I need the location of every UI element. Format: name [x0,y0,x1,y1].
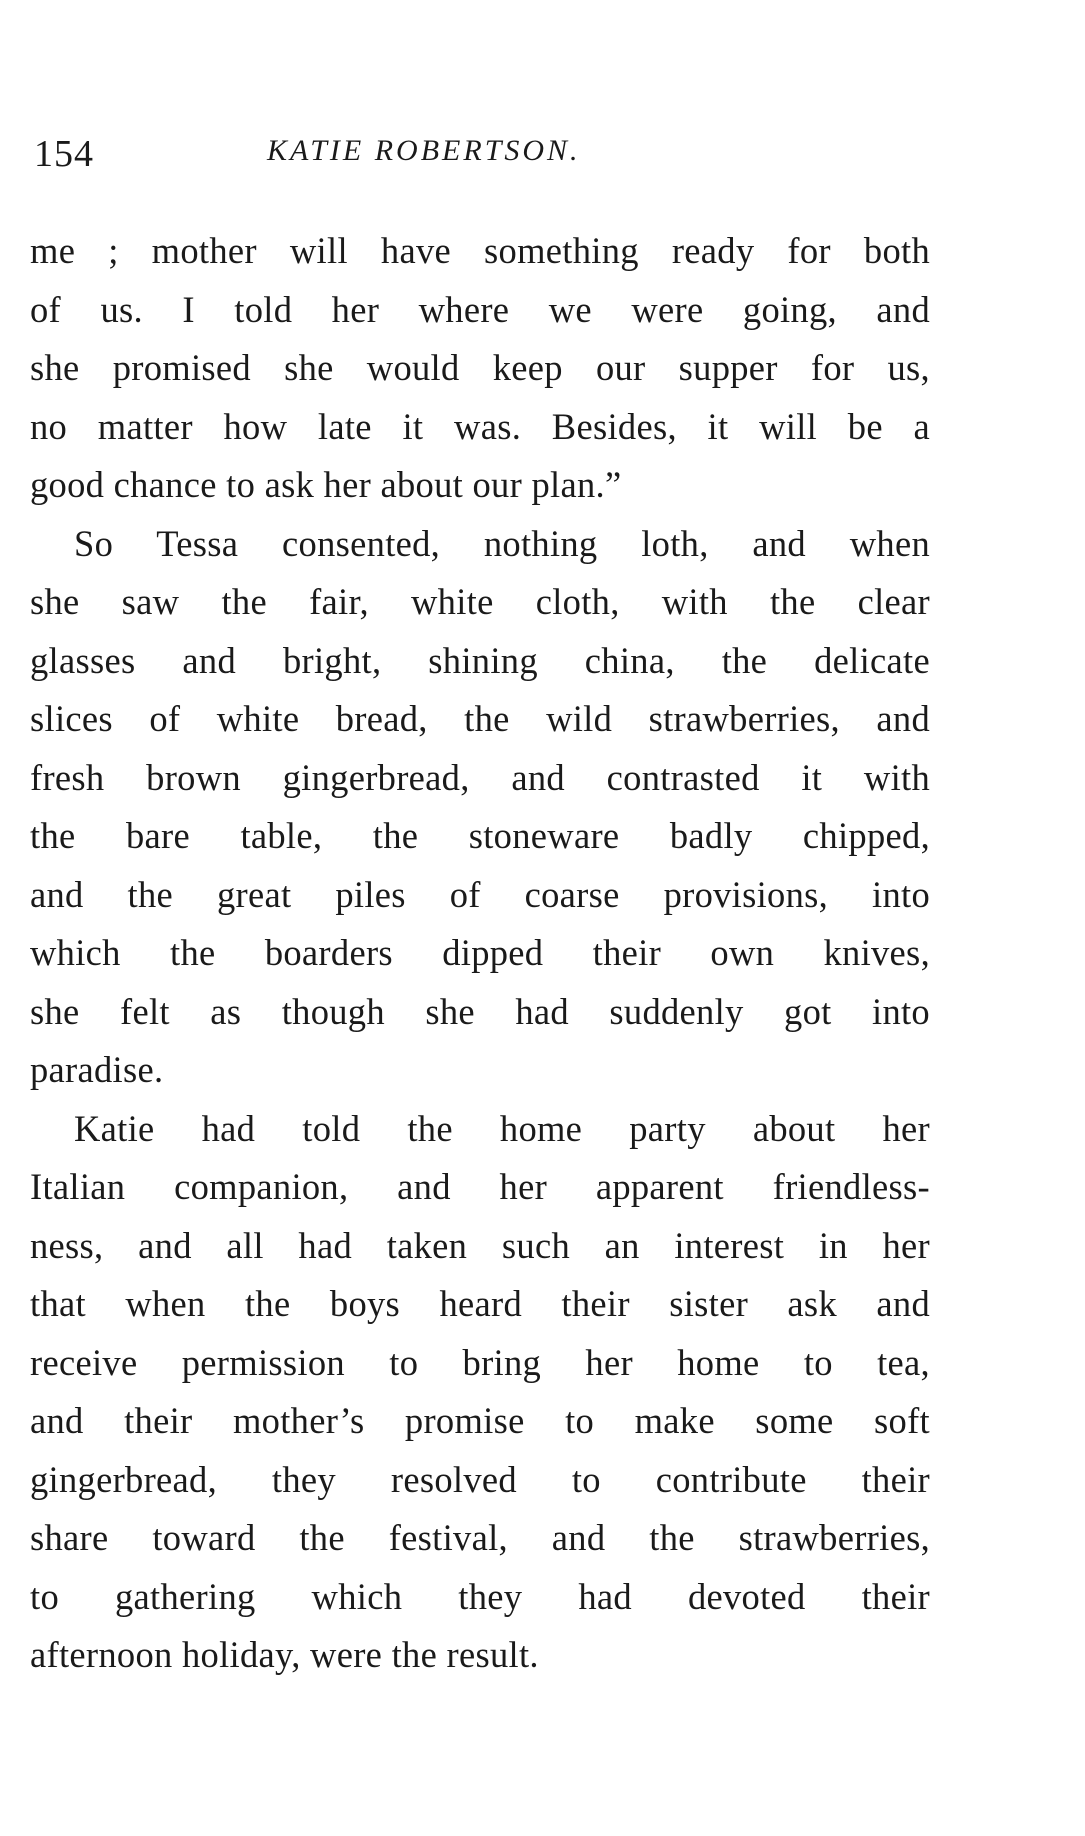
text-line: So Tessa consented, nothing loth, and when [74,522,930,564]
body-text [30,222,930,1685]
text-line: to gathering which they had devoted their [30,1575,930,1617]
text-line: ness, and all had taken such an interest in her [30,1224,930,1266]
text-line: gingerbread, they resolved to contribute their [30,1458,930,1500]
text-line: the bare table, the stoneware badly chipped, [30,815,930,856]
text-line: which the boarders dipped their own knives, [30,932,930,973]
text-line: good chance to ask her about our plan.” [30,464,622,505]
text-line: fresh brown gingerbread, and contrasted it with [30,756,930,798]
text-line: paradise. [30,1049,164,1090]
text-line: Katie had told the home party about her [74,1107,930,1149]
text-line: slices of white bread, the wild strawberries, and [30,698,930,739]
text-line: she promised she would keep our supper for us, [30,347,930,388]
text-line: of us. I told her where we were going, and [30,288,930,330]
text-line: Italian companion, and her apparent friendless- [30,1166,930,1207]
text-line: glasses and bright, shining china, the delicate [30,639,930,681]
text-line: no matter how late it was. Besides, it will be a [30,405,930,447]
text-line: and the great piles of coarse provisions, into [30,873,930,915]
page-number: 154 [34,133,94,175]
text-line: share toward the festival, and the strawberries, [30,1517,930,1558]
page-header [34,132,934,192]
text-line: receive permission to bring her home to tea, [30,1341,930,1383]
running-title: KATIE ROBERTSON. [267,134,581,167]
text-line: she felt as though she had suddenly got into [30,990,930,1032]
text-line: she saw the fair, white cloth, with the clear [30,581,930,622]
text-line: and their mother’s promise to make some soft [30,1400,930,1441]
text-line: me ; mother will have something ready for both [30,230,930,271]
text-line: that when the boys heard their sister ask and [30,1283,930,1324]
text-line: afternoon holiday, were the result. [30,1634,539,1675]
